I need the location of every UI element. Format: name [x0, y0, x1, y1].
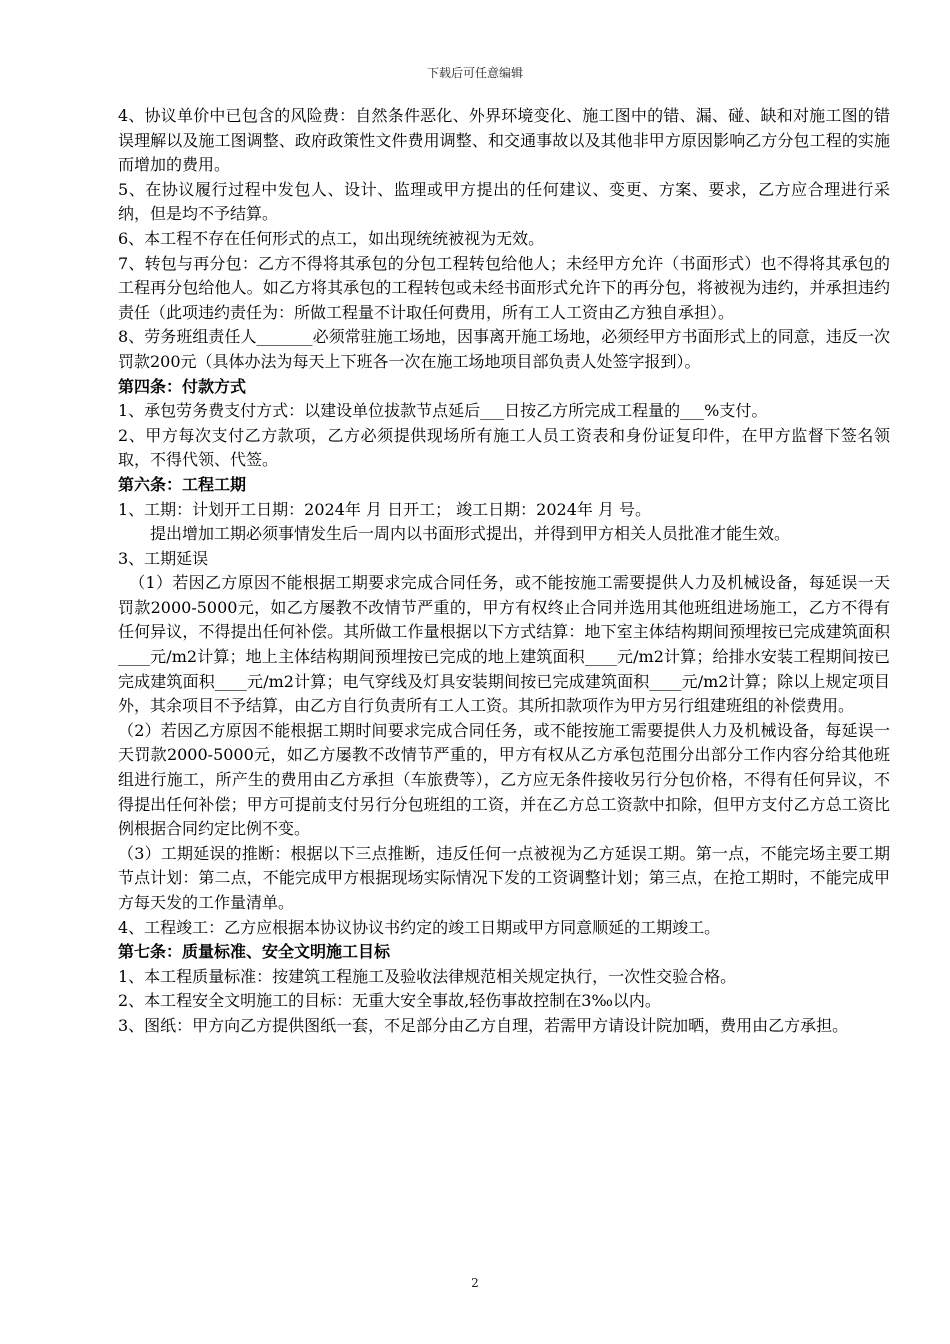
paragraph: 4、协议单价中已包含的风险费：自然条件恶化、外界环境变化、施工图中的错、漏、碰、缺和对施工图的错误理解以及施工图调整、政府政策性文件费用调整、和交通事故以及其他非甲方原因影响乙方分包工程的实施而增加的费用。 [118, 106, 890, 175]
section-heading: 第六条：工程工期 [118, 474, 247, 494]
paragraph: 1、承包劳务费支付方式：以建设单位拔款节点延后___日按乙方所完成工程量的___%支付。 [118, 401, 768, 421]
paragraph: （2）若因乙方原因不能根据工期时间要求完成合同任务，或不能按施工需要提供人力及机械设备，每延误一天罚款2000-5000元，如乙方屡教不改情节严重的，甲方有权从乙方承包范围分出部分工作内容分给其他班组进行施工，所产生的费用由乙方承担（车旅费等），乙方应无条件接收另行分包价格，不得有任何异议，不得提出任何补偿；甲方可提前支付另行分包班组的工资，并在乙方总工资款中扣除，但甲方支付乙方总工资比例根据合同约定比例不变。 [118, 720, 890, 839]
paragraph: 2、甲方每次支付乙方款项，乙方必须提供现场所有施工人员工资表和身份证复印件，在甲方监督下签名领取，不得代领、代签。 [118, 425, 890, 470]
paragraph: 5、在协议履行过程中发包人、设计、监理或甲方提出的任何建议、变更、方案、要求，乙方应合理进行采纳，但是均不予结算。 [118, 179, 890, 224]
section-heading: 第四条：付款方式 [118, 376, 247, 396]
paragraph: 3、工期延误 [118, 548, 209, 568]
paragraph: 提出增加工期必须事情发生后一周内以书面形式提出，并得到甲方相关人员批准才能生效。 [150, 524, 791, 544]
paragraph: 3、图纸：甲方向乙方提供图纸一套，不足部分由乙方自理，若需甲方请设计院加晒，费用由乙方承担。 [118, 1015, 849, 1035]
paragraph: （1）若因乙方原因不能根据工期要求完成合同任务，或不能按施工需要提供人力及机械设备，每延误一天罚款2000-5000元，如乙方屡教不改情节严重的，甲方有权终止合同并选用其他班组进场施工，乙方不得有任何异议，不得提出任何补偿。其所做工作量根据以下方式结算：地下室主体结构期间预埋按已完成建筑面积____元/m2计算；地上主体结构期间预埋按已完成的地上建筑面积____元/m2计算；给排水安装工程期间按已完成建筑面积____元/m2计算；电气穿线及灯具安装期间按已完成建筑面积____元/m2计算；除以上规定项目外，其余项目不予结算，由乙方自行负责所有工人工资。其所扣款项作为甲方另行组建班组的补偿费用。 [118, 573, 890, 716]
page-header: 下载后可任意编辑 [426, 66, 523, 80]
paragraph: 1、工期：计划开工日期：2024年 月 日开工； 竣工日期：2024年 月 号。 [118, 499, 652, 519]
document-body [118, 104, 890, 1039]
paragraph: 4、工程竣工：乙方应根据本协议协议书约定的竣工日期或甲方同意顺延的工期竣工。 [118, 917, 721, 937]
page-number: 2 [471, 1276, 479, 1290]
paragraph: 2、本工程安全文明施工的目标：无重大安全事故,轻伤事故控制在3‰以内。 [118, 991, 661, 1011]
paragraph: （3）工期延误的推断：根据以下三点推断，违反任何一点被视为乙方延误工期。第一点，不能完场主要工期节点计划：第二点，不能完成甲方根据现场实际情况下发的工资调整计划；第三点，在抢工期时，不能完成甲方每天发的工作量清单。 [118, 843, 890, 912]
section-heading: 第七条：质量标准、安全文明施工目标 [118, 942, 391, 962]
paragraph: 7、转包与再分包：乙方不得将其承包的分包工程转包给他人；未经甲方允许（书面形式）也不得将其承包的工程再分包给他人。如乙方将其承包的工程转包或未经书面形式允许下的再分包，将被视为违约，并承担违约责任（此项违约责任为：所做工程量不计取任何费用，所有工人工资由乙方独自承担）。 [118, 253, 890, 322]
paragraph: 6、本工程不存在任何形式的点工，如出现统统被视为无效。 [118, 228, 545, 248]
paragraph: 8、劳务班组责任人_______必须常驻施工场地，因事离开施工场地，必须经甲方书面形式上的同意，违反一次罚款200元（具体办法为每天上下班各一次在施工场地项目部负责人处签字报到）。 [118, 327, 890, 371]
paragraph: 1、本工程质量标准：按建筑工程施工及验收法律规范相关规定执行，一次性交验合格。 [118, 966, 737, 986]
